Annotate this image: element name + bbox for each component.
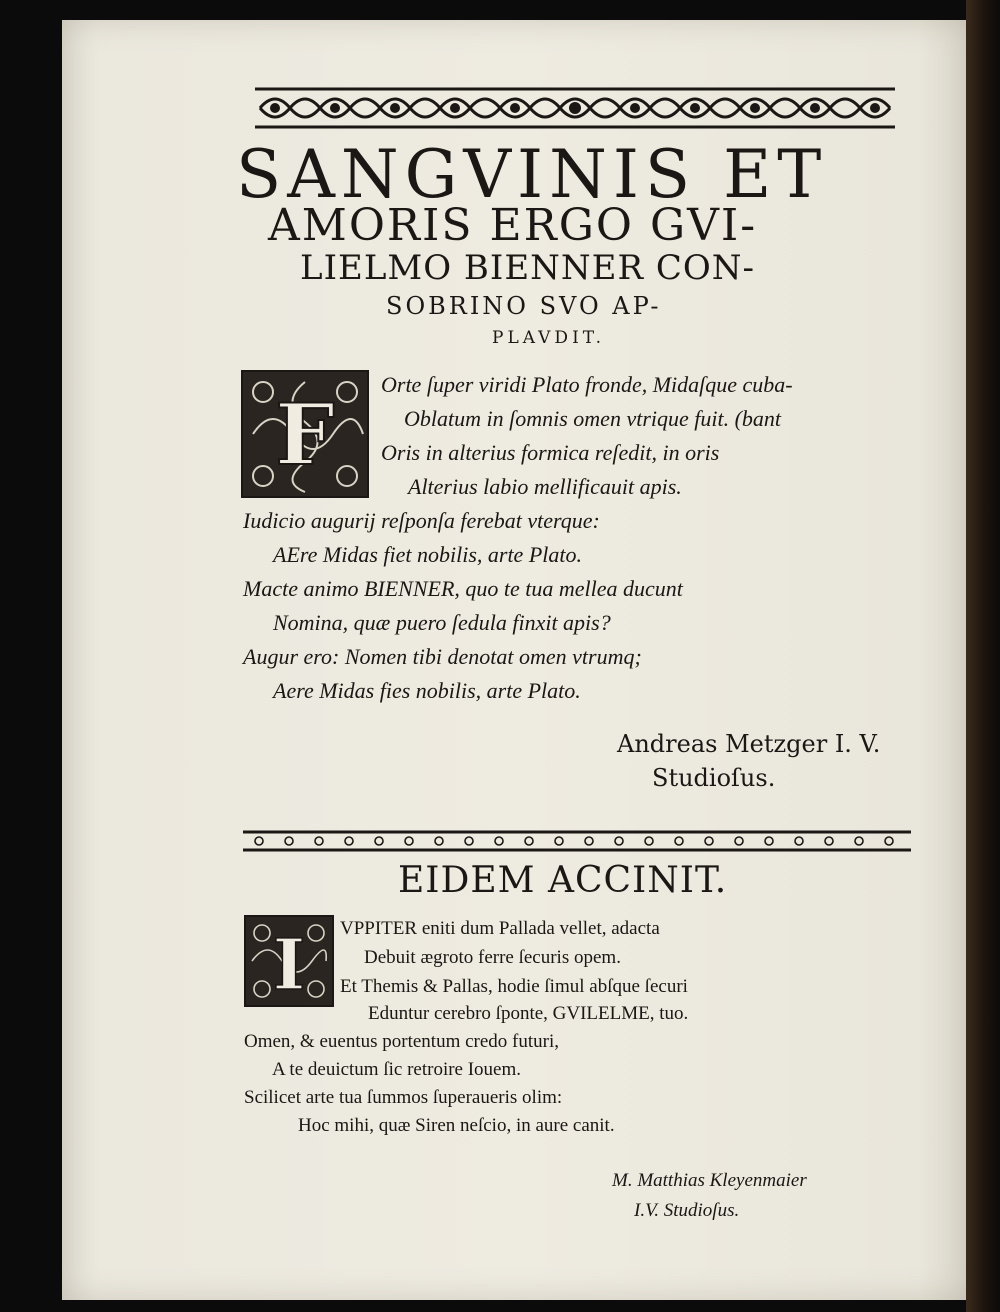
signature-1-title: Studioſus. <box>652 764 776 792</box>
ornamental-rule <box>243 828 911 854</box>
decorated-initial-i <box>244 915 334 1007</box>
poem1-line-2: Oblatum in ſomnis omen vtrique fuit. (bant <box>404 406 782 431</box>
initial-letter: I <box>272 923 306 1005</box>
title-line-3: LIELMO BIENNER CON- <box>300 248 755 288</box>
floral-ornament-icon <box>243 372 367 496</box>
poem2-line-2: Debuit ægroto ferre ſecuris opem. <box>364 947 621 968</box>
signature-2-name: M. Matthias Kleyenmaier <box>612 1170 807 1191</box>
poem1-line-1: Orte ſuper viridi Plato fronde, Midaſque cuba- <box>381 372 793 397</box>
book-spine-edge <box>966 0 1000 1312</box>
poem1-line-10: Aere Midas fies nobilis, arte Plato. <box>273 678 581 703</box>
decorated-initial-f <box>241 370 369 498</box>
poem2-line-3: Et Themis & Pallas, hodie ſimul abſque ſecuri <box>340 976 688 997</box>
poem1-line-7: Macte animo BIENNER, quo te tua mellea ducunt <box>243 576 683 601</box>
title-line-1: SANGVINIS ET <box>236 136 828 213</box>
poem1-line-8: Nomina, quæ puero ſedula finxit apis? <box>273 610 611 635</box>
poem1-line-4: Alterius labio mellificauit apis. <box>408 474 682 499</box>
poem2-line-8: Hoc mihi, quæ Siren neſcio, in aure canit. <box>298 1115 615 1136</box>
title-line-4: SOBRINO SVO AP- <box>386 292 662 320</box>
section-heading: EIDEM ACCINIT. <box>398 860 728 901</box>
signature-1-name: Andreas Metzger I. V. <box>617 730 881 758</box>
poem1-line-9: Augur ero: Nomen tibi denotat omen vtrumq; <box>243 644 642 669</box>
poem2-line-5: Omen, & euentus portentum credo futuri, <box>244 1031 560 1052</box>
poem1-line-3: Oris in alterius formica reſedit, in oris <box>381 440 720 465</box>
title-line-2: AMORIS ERGO GVI- <box>268 200 758 251</box>
poem2-line-7: Scilicet arte tua ſummos ſuperaueris olim: <box>244 1087 563 1108</box>
initial-letter: F <box>275 385 335 484</box>
poem2-line-6: A te deuictum ſic retroire Iouem. <box>272 1059 522 1080</box>
signature-2-title: I.V. Studioſus. <box>634 1200 740 1221</box>
poem1-line-6: AEre Midas fiet nobilis, arte Plato. <box>273 542 582 567</box>
title-line-5: PLAVDIT. <box>492 328 606 348</box>
floral-ornament-icon <box>246 917 332 1005</box>
poem2-line-4: Eduntur cerebro ſponte, GVILELME, tuo. <box>368 1003 689 1024</box>
poem2-line-1: VPPITER eniti dum Pallada vellet, adacta <box>340 918 660 939</box>
poem1-line-5: Iudicio augurij reſponſa ferebat vterque: <box>243 508 600 533</box>
ornamental-headpiece <box>255 86 895 130</box>
